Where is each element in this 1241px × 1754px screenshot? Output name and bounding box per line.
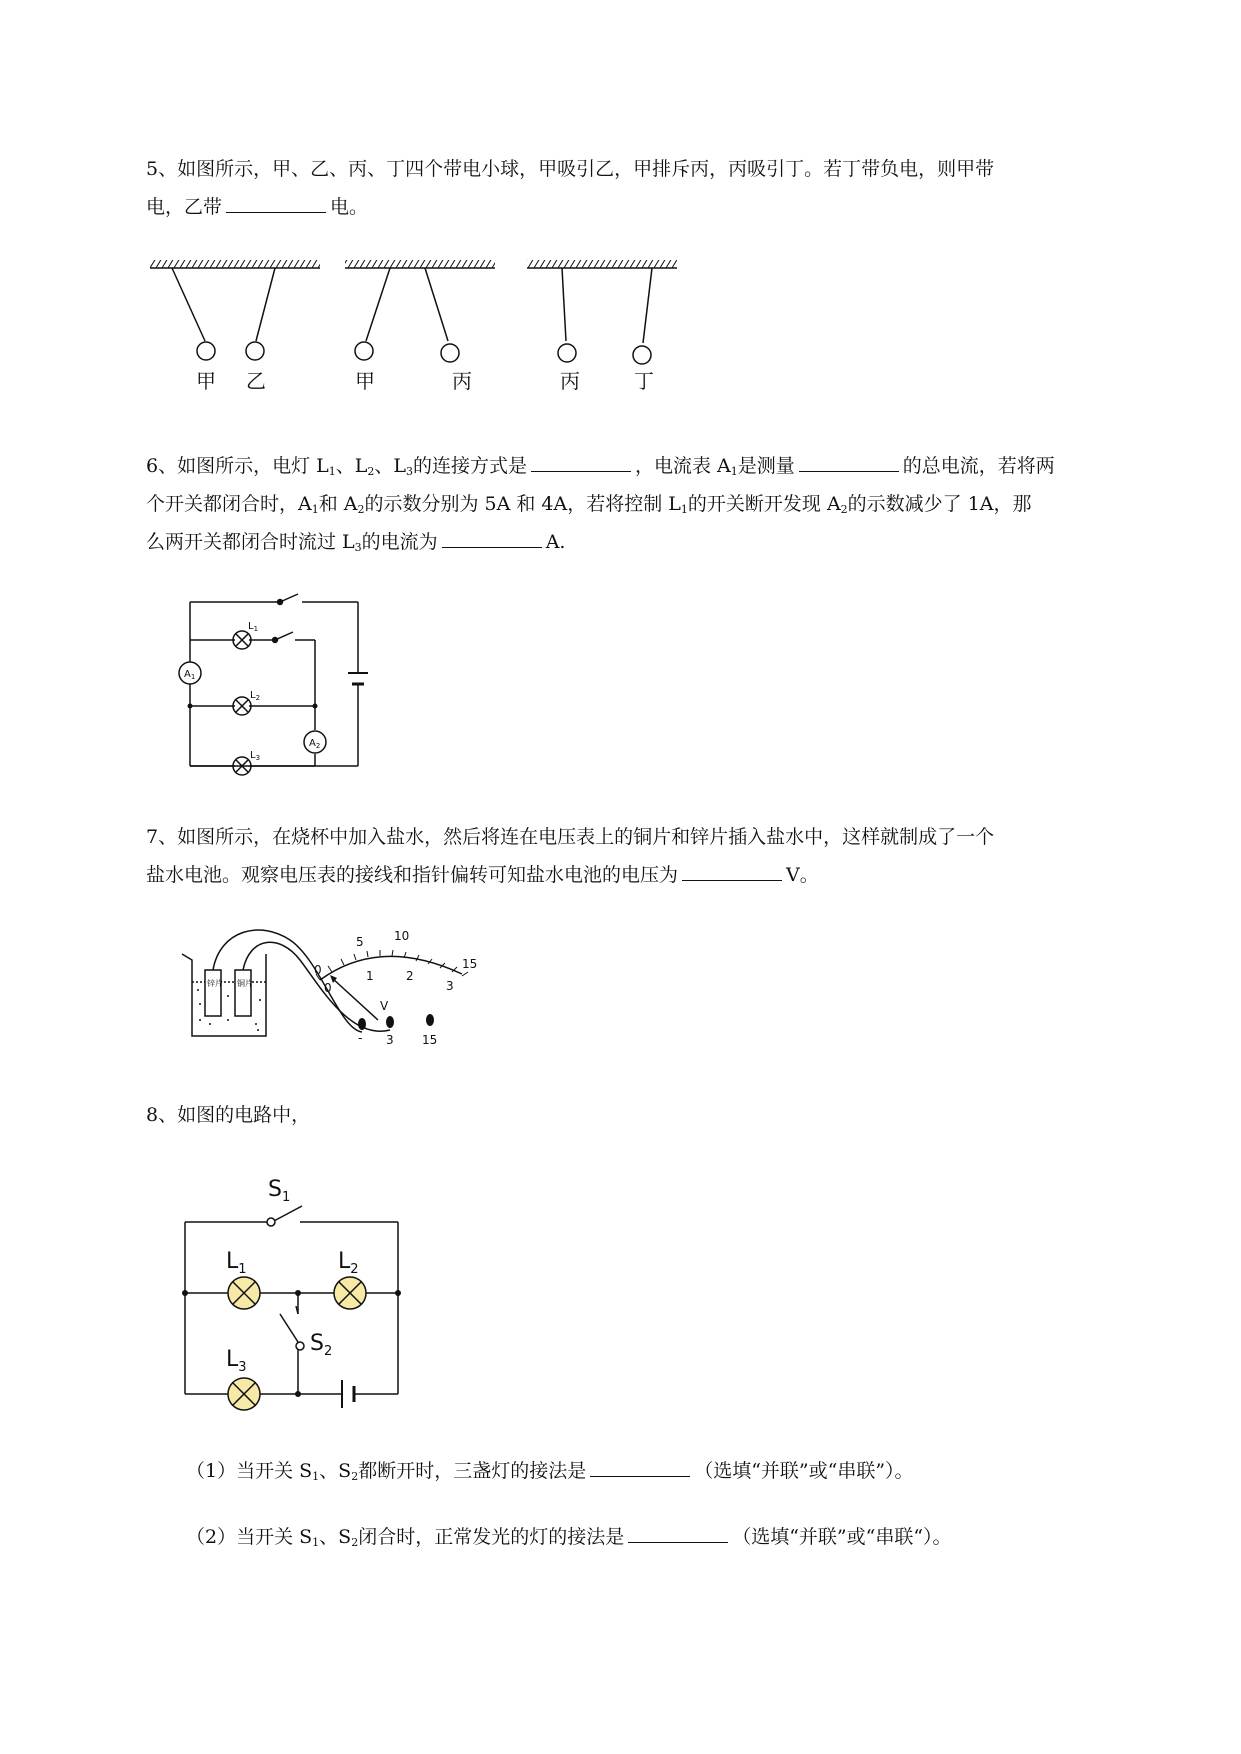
question-8 <box>146 1096 1146 1134</box>
fig7-term-15: 15 <box>422 1033 438 1047</box>
q5-line2: 电，乙带 电。 <box>146 188 1146 226</box>
q6-blank-3[interactable] <box>442 527 542 548</box>
fig8-S1: $S_1$ <box>268 1177 291 1205</box>
fig7-bot-3: 3 <box>446 979 454 993</box>
q7-salt-battery-figure <box>180 920 500 1050</box>
fig7-term-3: 3 <box>386 1033 394 1047</box>
label-yi: 乙 <box>246 369 266 393</box>
fig7-bot-0: 0 <box>324 981 332 995</box>
fig7-top-15: 15 <box>462 957 478 971</box>
fig7-top-5: 5 <box>356 935 364 949</box>
fig8-L3: $L_3$ <box>226 1347 247 1375</box>
q8-circuit-figure <box>180 1166 420 1436</box>
fig8-L1: $L_1$ <box>226 1249 247 1277</box>
q8-sub-1: （1）当开关 $S_1$、$S_2$都断开时，三盏灯的接法是 （选填“并联”或“串联”）。 <box>186 1456 914 1486</box>
fig7-term-minus: - <box>358 1031 363 1045</box>
label-bing-1: 丙 <box>452 369 472 393</box>
fig8-S2: $S_2$ <box>310 1331 333 1359</box>
q7-line1: 7、如图所示，在烧杯中加入盐水，然后将连在电压表上的铜片和锌片插入盐水中，这样就制成了一个 <box>146 826 995 848</box>
q7-blank[interactable] <box>682 860 782 881</box>
question-5 <box>146 150 1146 226</box>
question-7 <box>146 818 1146 894</box>
fig6-L3: $L_3$ <box>250 750 261 762</box>
fig6-L1: $L_1$ <box>248 621 259 633</box>
label-bing-2: 丙 <box>560 369 580 393</box>
q6-blank-2[interactable] <box>799 451 899 472</box>
fig8-L2: $L_2$ <box>338 1249 359 1277</box>
q6-blank-1[interactable] <box>531 451 631 472</box>
label-jia-1: 甲 <box>196 369 216 393</box>
fig7-meter-v: V <box>380 999 389 1013</box>
fig7-top-10: 10 <box>394 929 410 943</box>
question-6: 6、如图所示，电灯 $L_1$、$L_2$、$L_3$的连接方式是 ，电流表 $A_1$是测量 的总电流，若将两 个开关都闭合时，$A_1$和 $A_2$的示数分别为 5A 和 4A，若将控制 $L_1$的开关断开发现 $A_2$的示数减少了 1A，那 么两开关都闭合时流过 $L_3$的电流为 A. <box>146 447 1146 561</box>
fig7-bot-2: 2 <box>406 969 414 983</box>
fig7-plate-left: 锌片 <box>207 979 223 988</box>
fig6-A1: $A_1$ <box>184 669 196 681</box>
label-ding: 丁 <box>634 369 654 393</box>
fig6-L2: $L_2$ <box>250 690 261 702</box>
fig7-plate-right: 铜片 <box>237 979 253 988</box>
q5-line1: 5、如图所示，甲、乙、丙、丁四个带电小球，甲吸引乙，甲排斥丙，丙吸引丁。若丁带负电，则甲带 <box>146 158 995 180</box>
q8-blank-2[interactable] <box>628 1522 728 1543</box>
q6-circuit-figure <box>180 590 420 780</box>
fig7-bot-1: 1 <box>366 969 374 983</box>
fig6-A2: $A_2$ <box>309 738 321 750</box>
fig7-top-0: 0 <box>314 963 322 977</box>
q7-line2: 盐水电池。观察电压表的接线和指针偏转可知盐水电池的电压为 V。 <box>146 856 1146 894</box>
q8-sub-2: （2）当开关 $S_1$、$S_2$闭合时，正常发光的灯的接法是 （选填“并联”或“串联“）。 <box>186 1522 952 1552</box>
q8-line1: 8、如图的电路中， <box>146 1104 311 1126</box>
label-jia-2: 甲 <box>355 369 375 393</box>
q8-blank-1[interactable] <box>590 1456 690 1477</box>
q5-blank[interactable] <box>226 192 326 213</box>
q5-figure-pendulums <box>150 258 710 398</box>
